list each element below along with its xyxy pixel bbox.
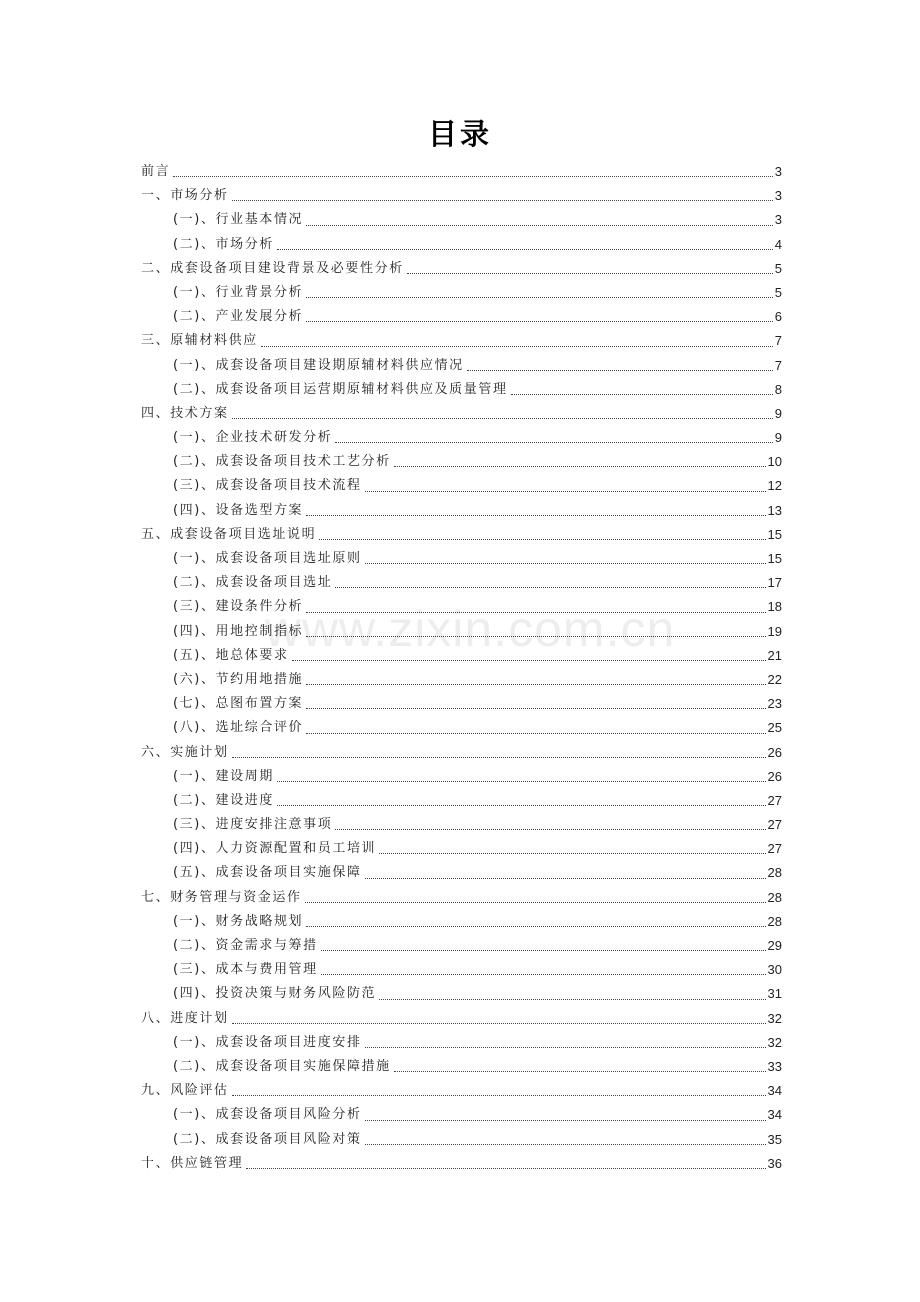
dot-leader bbox=[306, 716, 765, 740]
toc-entry-page-number: 27 bbox=[767, 817, 782, 833]
toc-entry-page-number: 34 bbox=[767, 1107, 782, 1123]
dot-leader bbox=[246, 1152, 765, 1176]
toc-entry[interactable] bbox=[141, 426, 782, 450]
dot-leader bbox=[232, 1079, 766, 1103]
dot-leader bbox=[335, 813, 765, 837]
toc-entry[interactable] bbox=[141, 668, 782, 692]
toc-entry-page-number: 32 bbox=[767, 1034, 782, 1050]
dot-leader bbox=[306, 305, 773, 329]
dot-leader bbox=[379, 982, 765, 1006]
toc-entry-page-number: 36 bbox=[767, 1155, 782, 1171]
dot-leader bbox=[306, 595, 765, 619]
toc-entry[interactable] bbox=[141, 1128, 782, 1152]
toc-entry-page-number: 33 bbox=[767, 1058, 782, 1074]
dot-leader bbox=[321, 934, 766, 958]
toc-entry-page-number: 17 bbox=[767, 575, 782, 591]
toc-entry[interactable] bbox=[141, 281, 782, 305]
toc-entry-title: 七、财务管理与资金运作 bbox=[141, 889, 302, 905]
toc-entry-title: 前言 bbox=[141, 164, 171, 179]
dot-leader bbox=[306, 668, 765, 692]
toc-entry-page-number: 3 bbox=[774, 212, 782, 228]
dot-leader bbox=[277, 233, 773, 257]
toc-entry-page-number: 35 bbox=[767, 1131, 782, 1147]
dot-leader bbox=[365, 861, 766, 885]
toc-entry-title: (五)、地总体要求 bbox=[173, 647, 289, 663]
toc-entry[interactable] bbox=[141, 620, 782, 644]
toc-entry-title: 一、市场分析 bbox=[141, 188, 229, 204]
toc-entry[interactable] bbox=[141, 571, 782, 595]
toc-entry-page-number: 10 bbox=[767, 454, 782, 470]
toc-entry[interactable] bbox=[141, 886, 782, 910]
toc-entry-title: (三)、进度安排注意事项 bbox=[173, 817, 333, 833]
toc-entry-title: (二)、成套设备项目实施保障措施 bbox=[173, 1058, 391, 1074]
toc-entry-page-number: 28 bbox=[767, 913, 782, 929]
toc-entry[interactable] bbox=[141, 402, 782, 426]
toc-entry-title: (一)、建设周期 bbox=[173, 768, 274, 784]
toc-entry-title: 四、技术方案 bbox=[141, 405, 229, 421]
toc-entry[interactable] bbox=[141, 354, 782, 378]
toc-entry-page-number: 13 bbox=[767, 502, 782, 518]
toc-entry-page-number: 12 bbox=[767, 478, 782, 494]
toc-entry[interactable] bbox=[141, 644, 782, 668]
toc-entry-page-number: 23 bbox=[767, 696, 782, 712]
toc-entry-title: 八、进度计划 bbox=[141, 1010, 229, 1026]
toc-entry[interactable] bbox=[141, 184, 782, 208]
toc-entry-page-number: 3 bbox=[774, 188, 782, 204]
dot-leader bbox=[232, 184, 773, 208]
toc-entry-page-number: 7 bbox=[774, 333, 782, 349]
dot-leader bbox=[365, 474, 766, 498]
dot-leader bbox=[277, 765, 766, 789]
dot-leader bbox=[292, 644, 766, 668]
toc-entry[interactable] bbox=[141, 160, 782, 184]
dot-leader bbox=[365, 1031, 766, 1055]
toc-entry[interactable] bbox=[141, 1079, 782, 1103]
toc-entry-page-number: 27 bbox=[767, 841, 782, 857]
toc-entry[interactable] bbox=[141, 378, 782, 402]
toc-entry[interactable] bbox=[141, 958, 782, 982]
toc-entry[interactable] bbox=[141, 716, 782, 740]
toc-entry-page-number: 9 bbox=[774, 405, 782, 421]
toc-entry[interactable] bbox=[141, 910, 782, 934]
toc-entry-title: (二)、产业发展分析 bbox=[173, 309, 304, 325]
toc-entry[interactable] bbox=[141, 789, 782, 813]
dot-leader bbox=[335, 571, 765, 595]
toc-entry[interactable] bbox=[141, 208, 782, 232]
toc-entry-page-number: 6 bbox=[774, 309, 782, 325]
dot-leader bbox=[394, 450, 766, 474]
toc-entry-title: (四)、人力资源配置和员工培训 bbox=[173, 841, 377, 857]
toc-entry-title: (二)、成套设备项目风险对策 bbox=[173, 1131, 362, 1147]
toc-entry-title: 九、风险评估 bbox=[141, 1083, 229, 1099]
toc-entry[interactable] bbox=[141, 329, 782, 353]
toc-entry-title: 六、实施计划 bbox=[141, 744, 229, 760]
toc-entry-title: (一)、财务战略规划 bbox=[173, 913, 304, 929]
toc-entry-title: (一)、企业技术研发分析 bbox=[173, 430, 333, 446]
toc-entry-page-number: 4 bbox=[774, 236, 782, 252]
toc-entry[interactable] bbox=[141, 1152, 782, 1176]
toc-entry-title: 三、原辅材料供应 bbox=[141, 333, 258, 349]
toc-entry-title: (四)、投资决策与财务风险防范 bbox=[173, 986, 377, 1002]
toc-entry-title: (二)、成套设备项目选址 bbox=[173, 575, 333, 591]
toc-entry[interactable] bbox=[141, 547, 782, 571]
toc-entry[interactable] bbox=[141, 595, 782, 619]
dot-leader bbox=[365, 547, 766, 571]
toc-entry-page-number: 34 bbox=[767, 1083, 782, 1099]
toc-entry-title: (一)、行业基本情况 bbox=[173, 212, 304, 228]
dot-leader bbox=[407, 257, 773, 281]
toc-entry-page-number: 26 bbox=[767, 768, 782, 784]
dot-leader bbox=[173, 160, 773, 184]
toc-entry-page-number: 30 bbox=[767, 962, 782, 978]
toc-entry-page-number: 15 bbox=[767, 551, 782, 566]
toc-entry[interactable] bbox=[141, 1031, 782, 1055]
dot-leader bbox=[365, 1128, 766, 1152]
toc-entry-title: (六)、节约用地措施 bbox=[173, 671, 304, 687]
toc-entry[interactable] bbox=[141, 934, 782, 958]
toc-entry-page-number: 26 bbox=[767, 744, 782, 760]
table-of-contents bbox=[141, 160, 782, 1176]
dot-leader bbox=[365, 1103, 766, 1127]
toc-entry-page-number: 28 bbox=[767, 889, 782, 905]
dot-leader bbox=[306, 910, 765, 934]
toc-entry[interactable] bbox=[141, 305, 782, 329]
toc-entry-page-number: 25 bbox=[767, 720, 782, 736]
page-title: 目录 bbox=[427, 117, 492, 151]
toc-entry-title: (二)、市场分析 bbox=[173, 236, 274, 252]
toc-entry[interactable] bbox=[141, 861, 782, 885]
dot-leader bbox=[306, 620, 765, 644]
toc-entry[interactable] bbox=[141, 837, 782, 861]
dot-leader bbox=[305, 886, 766, 910]
toc-entry-title: (一)、成套设备项目进度安排 bbox=[173, 1034, 362, 1050]
toc-entry-title: 二、成套设备项目建设背景及必要性分析 bbox=[141, 260, 404, 276]
toc-entry-page-number: 5 bbox=[774, 284, 782, 300]
toc-entry-title: (三)、成套设备项目技术流程 bbox=[173, 478, 362, 494]
dot-leader bbox=[306, 499, 765, 523]
dot-leader bbox=[232, 1007, 766, 1031]
dot-leader bbox=[335, 426, 772, 450]
watermark: www.zixin.com.cn bbox=[264, 601, 676, 657]
toc-entry-title: 十、供应链管理 bbox=[141, 1155, 244, 1171]
toc-entry-title: (四)、设备选型方案 bbox=[173, 502, 304, 518]
toc-entry-page-number: 3 bbox=[774, 164, 782, 179]
dot-leader bbox=[306, 208, 773, 232]
dot-leader bbox=[277, 789, 766, 813]
toc-entry-page-number: 15 bbox=[767, 526, 782, 542]
toc-entry[interactable] bbox=[141, 1007, 782, 1031]
toc-entry[interactable] bbox=[141, 523, 782, 547]
toc-entry-page-number: 9 bbox=[774, 430, 782, 446]
toc-entry-page-number: 5 bbox=[774, 260, 782, 276]
toc-entry-page-number: 18 bbox=[767, 599, 782, 615]
toc-entry[interactable] bbox=[141, 1103, 782, 1127]
toc-entry-title: (三)、建设条件分析 bbox=[173, 599, 304, 615]
toc-entry[interactable] bbox=[141, 982, 782, 1006]
toc-entry-page-number: 21 bbox=[767, 647, 782, 663]
toc-entry[interactable] bbox=[141, 233, 782, 257]
dot-leader bbox=[319, 523, 765, 547]
toc-entry-title: (一)、成套设备项目风险分析 bbox=[173, 1107, 362, 1123]
dot-leader bbox=[306, 281, 773, 305]
toc-entry-title: (二)、成套设备项目技术工艺分析 bbox=[173, 454, 391, 470]
dot-leader bbox=[232, 402, 773, 426]
dot-leader bbox=[379, 837, 765, 861]
toc-entry-page-number: 29 bbox=[767, 938, 782, 953]
toc-entry[interactable] bbox=[141, 765, 782, 789]
toc-entry-title: (四)、用地控制指标 bbox=[173, 623, 304, 639]
dot-leader bbox=[467, 354, 773, 378]
dot-leader bbox=[511, 378, 773, 402]
toc-entry[interactable] bbox=[141, 813, 782, 837]
toc-entry-title: 五、成套设备项目选址说明 bbox=[141, 526, 317, 542]
toc-entry-title: (二)、资金需求与筹措 bbox=[173, 938, 318, 953]
dot-leader bbox=[394, 1055, 766, 1079]
toc-entry[interactable] bbox=[141, 499, 782, 523]
toc-entry-title: (七)、总图布置方案 bbox=[173, 696, 304, 712]
toc-entry-page-number: 28 bbox=[767, 865, 782, 881]
toc-entry-page-number: 7 bbox=[774, 357, 782, 373]
toc-entry-title: (二)、成套设备项目运营期原辅材料供应及质量管理 bbox=[173, 381, 508, 397]
toc-entry-title: (三)、成本与费用管理 bbox=[173, 962, 318, 978]
toc-entry-page-number: 32 bbox=[767, 1010, 782, 1026]
toc-entry-title: (一)、成套设备项目选址原则 bbox=[173, 551, 362, 566]
dot-leader bbox=[261, 329, 773, 353]
toc-entry-page-number: 27 bbox=[767, 792, 782, 808]
dot-leader bbox=[232, 741, 766, 765]
toc-entry-title: (一)、成套设备项目建设期原辅材料供应情况 bbox=[173, 357, 464, 373]
toc-entry-title: (八)、选址综合评价 bbox=[173, 720, 304, 736]
dot-leader bbox=[306, 692, 765, 716]
toc-entry-page-number: 22 bbox=[767, 671, 782, 687]
toc-entry[interactable] bbox=[141, 474, 782, 498]
toc-entry[interactable] bbox=[141, 257, 782, 281]
dot-leader bbox=[321, 958, 766, 982]
toc-entry-page-number: 31 bbox=[767, 986, 782, 1002]
toc-entry-page-number: 8 bbox=[774, 381, 782, 397]
toc-entry-title: (五)、成套设备项目实施保障 bbox=[173, 865, 362, 881]
toc-entry[interactable] bbox=[141, 1055, 782, 1079]
toc-entry-title: (二)、建设进度 bbox=[173, 792, 274, 808]
toc-entry[interactable] bbox=[141, 741, 782, 765]
toc-entry[interactable] bbox=[141, 692, 782, 716]
toc-entry-title: (一)、行业背景分析 bbox=[173, 284, 304, 300]
toc-entry[interactable] bbox=[141, 450, 782, 474]
toc-entry-page-number: 19 bbox=[767, 623, 782, 639]
